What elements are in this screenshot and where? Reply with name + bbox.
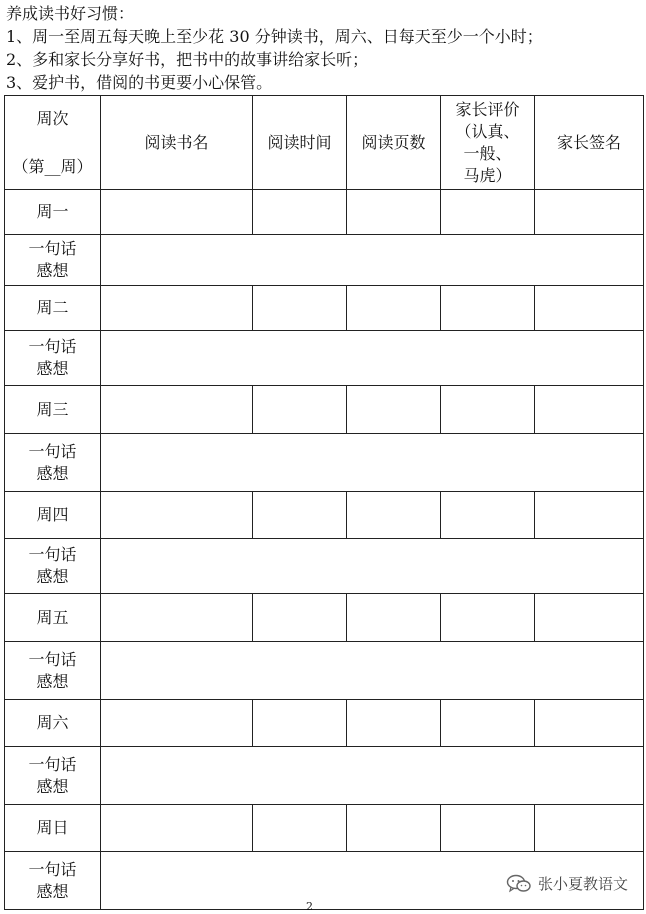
reflection-label-sun bbox=[5, 852, 101, 910]
pages-read-cell[interactable] bbox=[347, 805, 441, 852]
reflection-row-mon bbox=[5, 235, 644, 286]
reading-log-table bbox=[4, 95, 644, 910]
header-row bbox=[5, 96, 644, 190]
reading-time-cell[interactable] bbox=[253, 386, 347, 434]
book-title-cell[interactable] bbox=[101, 492, 253, 539]
reading-habits-intro bbox=[6, 2, 543, 94]
reflection-row-tue bbox=[5, 331, 644, 386]
reflection-cell[interactable] bbox=[101, 642, 644, 700]
parent-evaluation-cell[interactable] bbox=[441, 594, 535, 642]
parent-signature-cell[interactable] bbox=[535, 700, 644, 747]
parent-signature-cell[interactable] bbox=[535, 492, 644, 539]
day-row-tue bbox=[5, 286, 644, 331]
watermark-text: 张小夏教语文 bbox=[538, 875, 629, 893]
day-label-mon: 周一 bbox=[5, 190, 101, 235]
parent-evaluation-cell[interactable] bbox=[441, 190, 535, 235]
parent-evaluation-cell[interactable] bbox=[441, 492, 535, 539]
header-parent-eval-line1: 家长评价 bbox=[455, 99, 520, 119]
day-row-thu bbox=[5, 492, 644, 539]
header-parent-evaluation bbox=[441, 96, 535, 190]
reflection-cell[interactable] bbox=[101, 539, 644, 594]
book-title-cell[interactable] bbox=[101, 286, 253, 331]
parent-evaluation-cell[interactable] bbox=[441, 386, 535, 434]
day-label-sat: 周六 bbox=[5, 700, 101, 747]
watermark bbox=[506, 873, 628, 894]
reflection-label-line2: 感想 bbox=[36, 359, 69, 378]
reflection-label-line2: 感想 bbox=[36, 776, 69, 796]
reflection-label-line1: 一句话 bbox=[28, 337, 77, 356]
pages-read-cell[interactable] bbox=[347, 700, 441, 747]
day-row-wed bbox=[5, 386, 644, 434]
wechat-icon bbox=[506, 874, 532, 894]
intro-heading: 养成读书好习惯： bbox=[6, 4, 135, 23]
reflection-label-line2: 感想 bbox=[36, 567, 69, 586]
header-parent-eval-line4: 马虎） bbox=[463, 165, 512, 185]
reading-time-cell[interactable] bbox=[253, 805, 347, 852]
reflection-label-mon bbox=[5, 235, 101, 286]
reflection-label-line1: 一句话 bbox=[28, 754, 77, 774]
reading-time-cell[interactable] bbox=[253, 594, 347, 642]
reflection-label-line2: 感想 bbox=[36, 463, 69, 483]
reflection-row-thu bbox=[5, 539, 644, 594]
header-week-spacer bbox=[5, 130, 100, 156]
pages-read-cell[interactable] bbox=[347, 386, 441, 434]
header-pages-read: 阅读页数 bbox=[347, 96, 441, 190]
reflection-label-sat bbox=[5, 747, 101, 805]
day-label-fri: 周五 bbox=[5, 594, 101, 642]
parent-evaluation-cell[interactable] bbox=[441, 805, 535, 852]
header-parent-eval-line2: （认真、 bbox=[455, 121, 520, 141]
pages-read-cell[interactable] bbox=[347, 286, 441, 331]
header-parent-eval-line3: 一般、 bbox=[463, 143, 512, 163]
reading-time-cell[interactable] bbox=[253, 286, 347, 331]
parent-evaluation-cell[interactable] bbox=[441, 286, 535, 331]
reflection-cell[interactable] bbox=[101, 331, 644, 386]
parent-signature-cell[interactable] bbox=[535, 286, 644, 331]
reflection-label-line2: 感想 bbox=[36, 261, 69, 280]
day-label-wed: 周三 bbox=[5, 386, 101, 434]
day-row-fri bbox=[5, 594, 644, 642]
reflection-cell[interactable] bbox=[101, 434, 644, 492]
parent-signature-cell[interactable] bbox=[535, 386, 644, 434]
reflection-label-thu bbox=[5, 539, 101, 594]
day-label-tue: 周二 bbox=[5, 286, 101, 331]
pages-read-cell[interactable] bbox=[347, 594, 441, 642]
header-book-title: 阅读书名 bbox=[101, 96, 253, 190]
reflection-row-sat bbox=[5, 747, 644, 805]
reflection-label-wed bbox=[5, 434, 101, 492]
reflection-cell[interactable] bbox=[101, 235, 644, 286]
intro-rule-3: 3、爱护书，借阅的书更要小心保管。 bbox=[6, 73, 273, 92]
header-reading-time: 阅读时间 bbox=[253, 96, 347, 190]
parent-signature-cell[interactable] bbox=[535, 190, 644, 235]
intro-rule-1: 1、周一至周五每天晚上至少花 30 分钟读书，周六、日每天至少一个小时； bbox=[6, 27, 543, 46]
reflection-label-line1: 一句话 bbox=[28, 649, 77, 669]
book-title-cell[interactable] bbox=[101, 700, 253, 747]
day-row-sun bbox=[5, 805, 644, 852]
reflection-label-fri bbox=[5, 642, 101, 700]
pages-read-cell[interactable] bbox=[347, 190, 441, 235]
reflection-label-line1: 一句话 bbox=[28, 859, 77, 879]
book-title-cell[interactable] bbox=[101, 594, 253, 642]
header-week-number: （第__周） bbox=[12, 156, 93, 176]
reflection-row-fri bbox=[5, 642, 644, 700]
reflection-label-line1: 一句话 bbox=[28, 239, 77, 258]
book-title-cell[interactable] bbox=[101, 805, 253, 852]
reflection-cell[interactable] bbox=[101, 747, 644, 805]
parent-signature-cell[interactable] bbox=[535, 805, 644, 852]
day-row-sat bbox=[5, 700, 644, 747]
reflection-label-line2: 感想 bbox=[36, 671, 69, 691]
reflection-label-tue bbox=[5, 331, 101, 386]
pages-read-cell[interactable] bbox=[347, 492, 441, 539]
reflection-row-wed bbox=[5, 434, 644, 492]
header-week bbox=[5, 96, 101, 190]
reflection-label-line2: 感想 bbox=[36, 881, 69, 901]
intro-rule-2: 2、多和家长分享好书，把书中的故事讲给家长听； bbox=[6, 50, 369, 69]
day-label-sun: 周日 bbox=[5, 805, 101, 852]
parent-evaluation-cell[interactable] bbox=[441, 700, 535, 747]
book-title-cell[interactable] bbox=[101, 386, 253, 434]
header-week-label: 周次 bbox=[36, 108, 69, 128]
parent-signature-cell[interactable] bbox=[535, 594, 644, 642]
day-row-mon bbox=[5, 190, 644, 235]
reflection-label-line1: 一句话 bbox=[28, 441, 77, 461]
day-label-thu: 周四 bbox=[5, 492, 101, 539]
header-parent-signature: 家长签名 bbox=[535, 96, 644, 190]
reading-time-cell[interactable] bbox=[253, 190, 347, 235]
page-number: 2 bbox=[306, 900, 313, 913]
reading-time-cell[interactable] bbox=[253, 492, 347, 539]
reflection-label-line1: 一句话 bbox=[28, 545, 77, 564]
book-title-cell[interactable] bbox=[101, 190, 253, 235]
reading-time-cell[interactable] bbox=[253, 700, 347, 747]
